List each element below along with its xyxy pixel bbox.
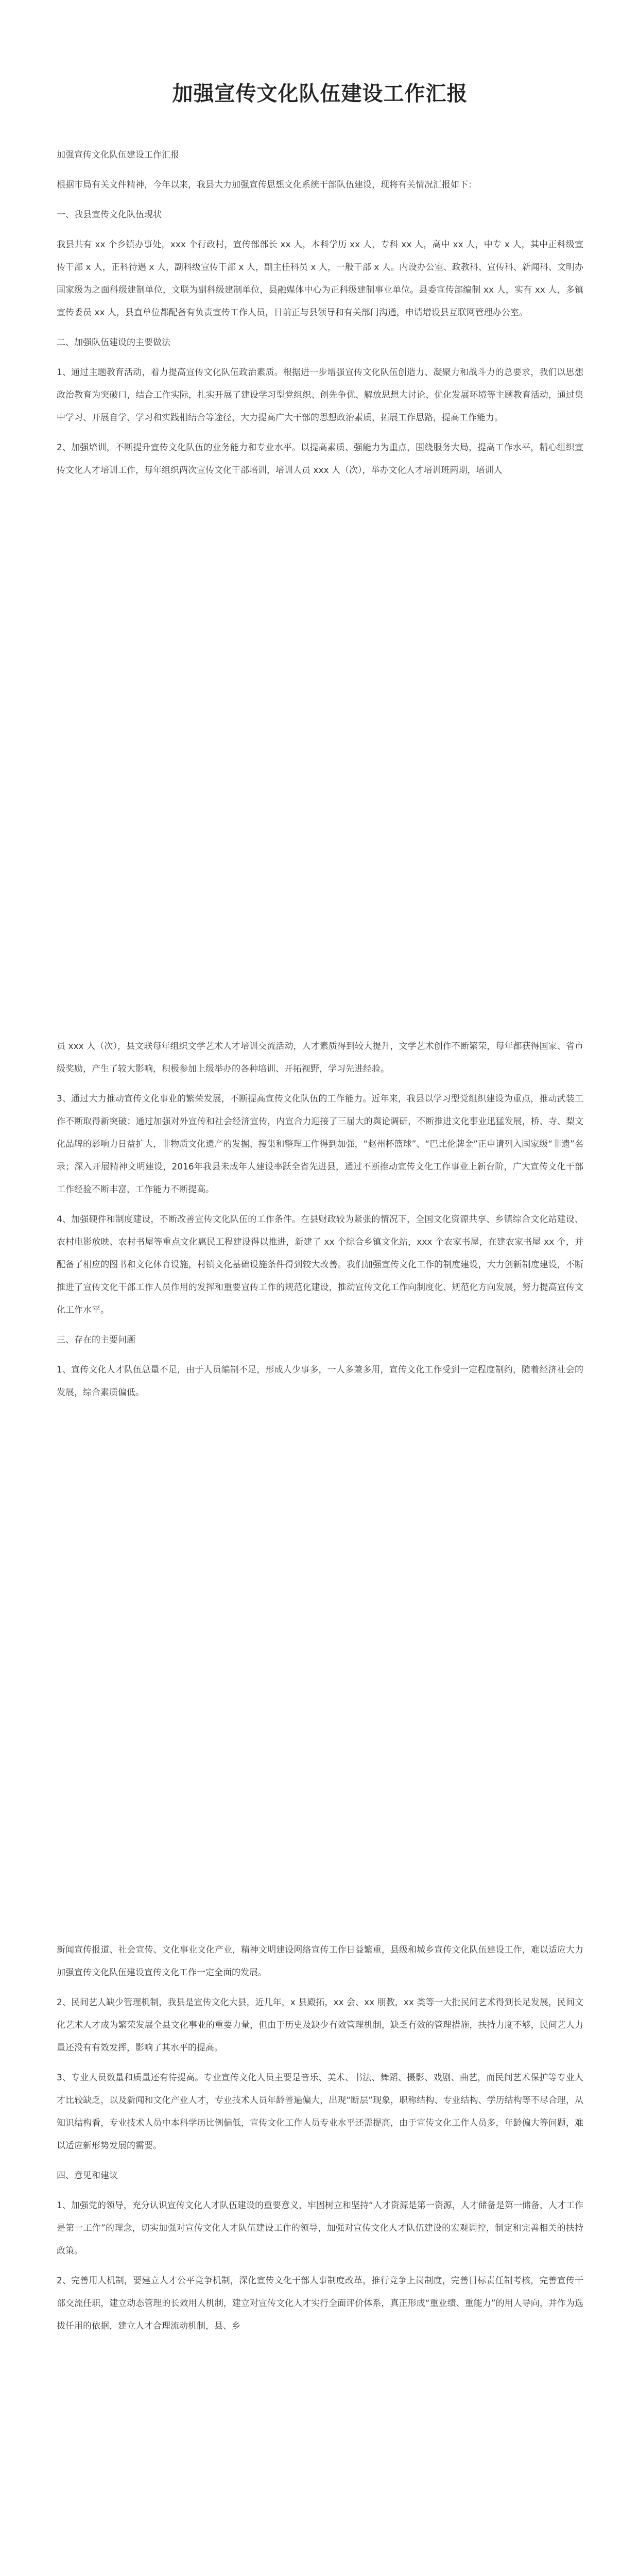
body-paragraph: 4、加强硬件和制度建设，不断改善宣传文化队伍的工作条件。在县财政较为紧张的情况下，全国文化资源共享、乡镇综合文化站建设、农村电影放映、农村书屋等重点文化惠民工程建设得以推进，新建了 xx 个综合乡镇文化站，xxx 个农家书屋，在建农家书屋 xx 个，并配备了相应的图书和文化体育设施，村镇文化基础设施条件得到较大改善。我们加强宣传文化工作的制度建设，大力创新制度建设，不断推进了宣传文化干部工作人员作用的发挥和重要宣传工作的规范化建设，推动宣传文化工作向制度化、规范化方向发展，努力提高宣传文化工作水平。	[57, 1214, 583, 1315]
section-heading: 三、存在的主要问题	[57, 1335, 135, 1345]
body-paragraph: 3、专业人员数量和质量还有待提高。专业宣传文化人员主要是音乐、美术、书法、舞蹈、摄影、戏剧、曲艺，而民间艺术保护等专业人才比较缺乏，以及新闻和文化产业人才，专业技术人员年龄普遍偏大，出现“断层”现象，职称结构、专业结构、学历结构等不尽合理，从知识结构看，专业技术人员中本科学历比例偏低，宣传文化工作人员专业水平还需提高，由于宣传文化工作人员多，年龄偏大等问题，难以适应新形势发展的需要。	[57, 2073, 583, 2151]
body-paragraph: 加强宣传文化队伍建设工作汇报	[57, 150, 179, 160]
page-2-body	[57, 1035, 583, 1404]
body-paragraph: 1、加强党的领导，充分认识宣传文化人才队伍建设的重要意义，牢固树立和坚持“人才资源是第一资源，人才储备是第一储备，人才工作是第一工作”的理念，切实加强对宣传文化人才队伍建设工作的领导，加强对宣传文化人才队伍建设的宏观调控，制定和完善相关的扶持政策。	[57, 2200, 583, 2256]
document-title: 加强宣传文化队伍建设工作汇报	[172, 81, 468, 106]
body-paragraph: 新闻宣传报道、社会宣传、文化事业文化产业，精神文明建设网络宣传工作日益繁重，县级和城乡宣传文化队伍建设工作，难以适应大力加强宣传文化队伍建设宣传文化工作一定全面的发展。	[57, 1945, 583, 1978]
document-page-3	[0, 1807, 639, 2576]
body-paragraph: 根据市局有关文件精神，今年以来，我县大力加强宣传思想文化系统干部队伍建设，现将有关情况汇报如下：	[57, 180, 477, 190]
body-paragraph: 1、通过主题教育活动，着力提高宣传文化队伍政治素质。根据进一步增强宣传文化队伍创造力、凝聚力和战斗力的总要求，我们以思想政治教育为突破口，结合工作实际，扎实开展了建设学习型党组织、创先争优、解放思想大讨论、优化发展环境等主题教育活动，通过集中学习、开展自学、学习和实践相结合等途径，大力提高广大干部的思想政治素质，拓展工作思路，提高工作能力。	[57, 367, 583, 423]
body-paragraph: 2、加强培训，不断提升宣传文化队伍的业务能力和专业水平。以提高素质、强能力为重点，围绕服务大局，提高工作水平，精心组织宣传文化人才培训工作，每年组织两次宣传文化干部培训，培训人员 xxx 人（次），举办文化人才培训班两期，培训人	[57, 443, 583, 476]
section-heading: 二、加强队伍建设的主要做法	[57, 337, 170, 348]
body-paragraph: 3、通过大力推动宣传文化事业的繁荣发展，不断提高宣传文化队伍的工作能力。近年来，我县以学习型党组织建设为重点，推动武装工作不断取得新突破；通过加强对外宣传和社会经济宣传，内宣合力迎接了三届大的舆论调研，不断推进文化事业迅猛发展，桥、寺、梨文化品牌的影响力日益扩大，非物质文化遗产的发掘、搜集和整理工作得到加强，“赵州杯篮球”、“巴比伦牌金”正申请列入国家级“非遗”名录；深入开展精神文明建设，2016年我县未成年人建设率跃全省先进县，通过不断推动宣传文化工作事业上新台阶，广大宣传文化干部工作经验不断丰富，工作能力不断提高。	[57, 1094, 583, 1195]
page-1-body	[57, 144, 583, 482]
body-paragraph: 2、完善用人机制，要建立人才公平竞争机制，深化宣传文化干部人事制度改革，推行竞争上岗制度，完善目标责任制考核，完善宣传干部交流任职，建立动态管理的长效用人机制，建立对宣传文化人才实行全面评价体系，真正形成“重业绩、重能力”的用人导向，并作为选拔任用的依据，建立人才合理流动机制，县、乡	[57, 2276, 583, 2331]
document-page-1	[0, 0, 639, 904]
body-paragraph: 2、民间艺人缺少管理机制，我县是宣传文化大县，近几年，x 县殿拓，xx 会、xx 朋教，xx 类等一大批民间艺术得到长足发展，民间文化艺术人才成为繁荣发展全县文化事业的重要力量，但由于历史及缺少有效管理机制，缺乏有效的管理措施，扶持力度不够，民间艺人力量还没有有效发挥，影响了其水平的提高。	[57, 1997, 583, 2053]
page-3-body	[57, 1939, 583, 2337]
body-paragraph: 员 xxx 人（次），县文联每年组织文学艺术人才培训交流活动，人才素质得到较大提升，文学艺术创作不断繁荣，每年都获得国家、省市级奖励，产生了较大影响，积极参加上级举办的各种培训、开拓视野，学习先进经验。	[57, 1041, 583, 1074]
body-paragraph: 我县共有 xx 个乡镇办事处，xxx 个行政村，宣传部部长 xx 人，本科学历 xx 人，专科 xx 人，高中 xx 人，中专 x 人，其中正科级宣传干部 x 人，正科待遇 x 人，副科级宣传干部 x 人，副主任科员 x 人，一般干部 x 人。内设办公室、政教科、宣传科、新闻科、文明办国家级为之面科级建制单位，文联为副科级建制单位，县融媒体中心为正科级建制事业单位。县委宣传部编制 xx 人，实有 xx 人，多镇宣传委员 xx 人，县直单位都配备有负责宣传工作人员，日前正与县领导和有关部门沟通，申请增设县互联网管理办公室。	[57, 240, 583, 318]
body-paragraph: 1、宣传文化人才队伍总量不足，由于人员编制不足，形成人少事多，一人多兼多用，宣传文化工作受到一定程度制约，随着经济社会的发展，综合素质偏低。	[57, 1365, 583, 1398]
document-page-2	[0, 904, 639, 1807]
section-heading: 四、意见和建议	[57, 2171, 118, 2181]
section-heading: 一、我县宣传文化队伍现状	[57, 210, 162, 220]
